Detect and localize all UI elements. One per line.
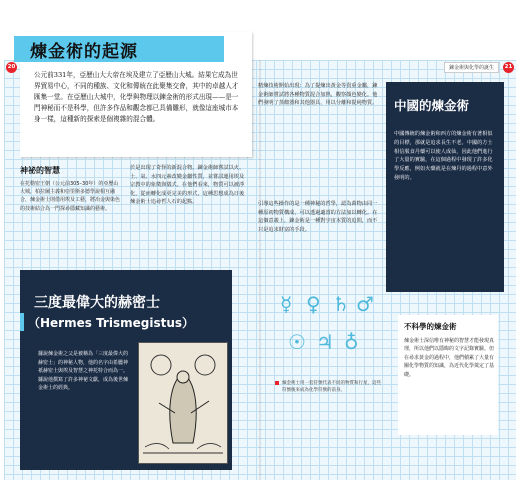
mercury-symbol: ☿ [280, 292, 293, 316]
sidebar-wisdom [20, 165, 120, 245]
hermes-panel [20, 270, 232, 470]
sidebar-body: 在托勒密王朝（公元前305–30年）的亞歷山大城，柏拉圖主義和亞里斯多德學說相互融合，煉金術士則借用埃及工藝，將冶金與染色的技術結合為一門探尋隱藏知識的藝術。 [20, 181, 121, 212]
page-title: 煉金術的起源 [30, 41, 138, 62]
intro-panel [20, 32, 252, 157]
right-page-header [444, 62, 514, 72]
mars-symbol: ♂ [356, 292, 374, 316]
engraving-illustration [139, 343, 227, 463]
body-column-4: 引導這些操作的是一種神秘的哲學，認為萬物由同一種原初物質構成，可以透過適當的方法加以轉化。在這個意義上，鍊金術是一種對宇宙本質的追問，而不只是追求財富的手段。 [258, 201, 378, 233]
venus-symbol: ♀ [306, 292, 321, 316]
science-title: 不科學的煉金術 [404, 322, 457, 331]
caption-marker [275, 381, 279, 385]
body-column-2: 於是出現了奇怪的新混合物。鍊金術師嘗試以火、土、氣、水四元素改變金屬性質，並嘗試運用埃及宗教中的象徵與儀式。在他們看來，物質可以被淨化，從而轉化成更完美的形式，這種思想成為日後煉金術士追尋哲人石的起點。 [130, 165, 245, 205]
china-panel [386, 82, 504, 292]
hermes-subtitle: （Hermes Trismegistus） [28, 316, 195, 330]
saturn-symbol: ♄ [332, 292, 350, 316]
right-page-number: 21 [503, 62, 514, 73]
science-body: 煉金術士深信唯有神秘的智慧才能發現真理，所以他們以隱晦的文字記錄實驗。但在尋求黃金的過程中，他們積累了大量有關化學物質的知識，為近代化學奠定了基礎。 [404, 338, 495, 378]
hermes-body: 據說煉金術之父是被稱為「三度最偉大的赫密士」的神秘人物，他的名字由希臘神祇赫密士與埃及智慧之神托特合而為一。據說他撰寫了許多神祕文獻，成為後世煉金術士的經典。 [38, 351, 129, 392]
left-page-number: 20 [6, 62, 17, 73]
sun-symbol: ☉ [288, 330, 306, 354]
science-panel [398, 315, 498, 435]
intro-text: 公元前331年，亞歷山大大帝在埃及建立了亞歷山大城。結果它成為世界貿易中心，不同的種族、文化和傳統在此聚集交會，其中的卓越人才匯集一堂。在亞歷山大城中，化學與物理以鍊金術的形式出現——是一門神秘而不是科學，但許多作品和觀念都已具備雛形，就像這座城市本身一樣，這種新的探索是個複雜的混合體。 [34, 71, 239, 123]
sidebar-title: 神祕的智慧 [20, 165, 60, 175]
accent-strip [20, 313, 24, 331]
hermes-engraving-image [138, 342, 228, 464]
jupiter-symbol: ♃ [316, 330, 334, 354]
title-bar [14, 36, 224, 62]
alchemy-symbols [276, 290, 380, 370]
earth-symbol: ♁ [344, 330, 359, 354]
china-title: 中國的煉金術 [394, 98, 470, 113]
hermes-title: 三度最偉大的赫密士 [34, 295, 160, 311]
china-body: 中國傳統的煉金術和西方的煉金術有著相似的目標，那就是追求長生不老。中國的方士相信服食丹藥可以使人成仙，因此他們進行了大量的實驗，在這個過程中發現了許多化學反應，例如火藥就是在煉丹的過程中意外發明的。 [394, 131, 493, 181]
symbols-caption: 煉金術士用一套符號代表不同的物質和行星，這些符號後來成為化學符號的前身。 [282, 381, 381, 393]
body-column-3: 精煉技術開始出現：為了提煉出黃金等貴重金屬，鍊金術師嘗試將各種物質混合加熱，觀察顏色變化。他們發明了蒸餾器和其他器具，用以分離和提純物質。 [258, 83, 378, 106]
right-running-title: 鍊金術與化學的誕生 [444, 62, 499, 73]
page-gutter [259, 60, 261, 480]
